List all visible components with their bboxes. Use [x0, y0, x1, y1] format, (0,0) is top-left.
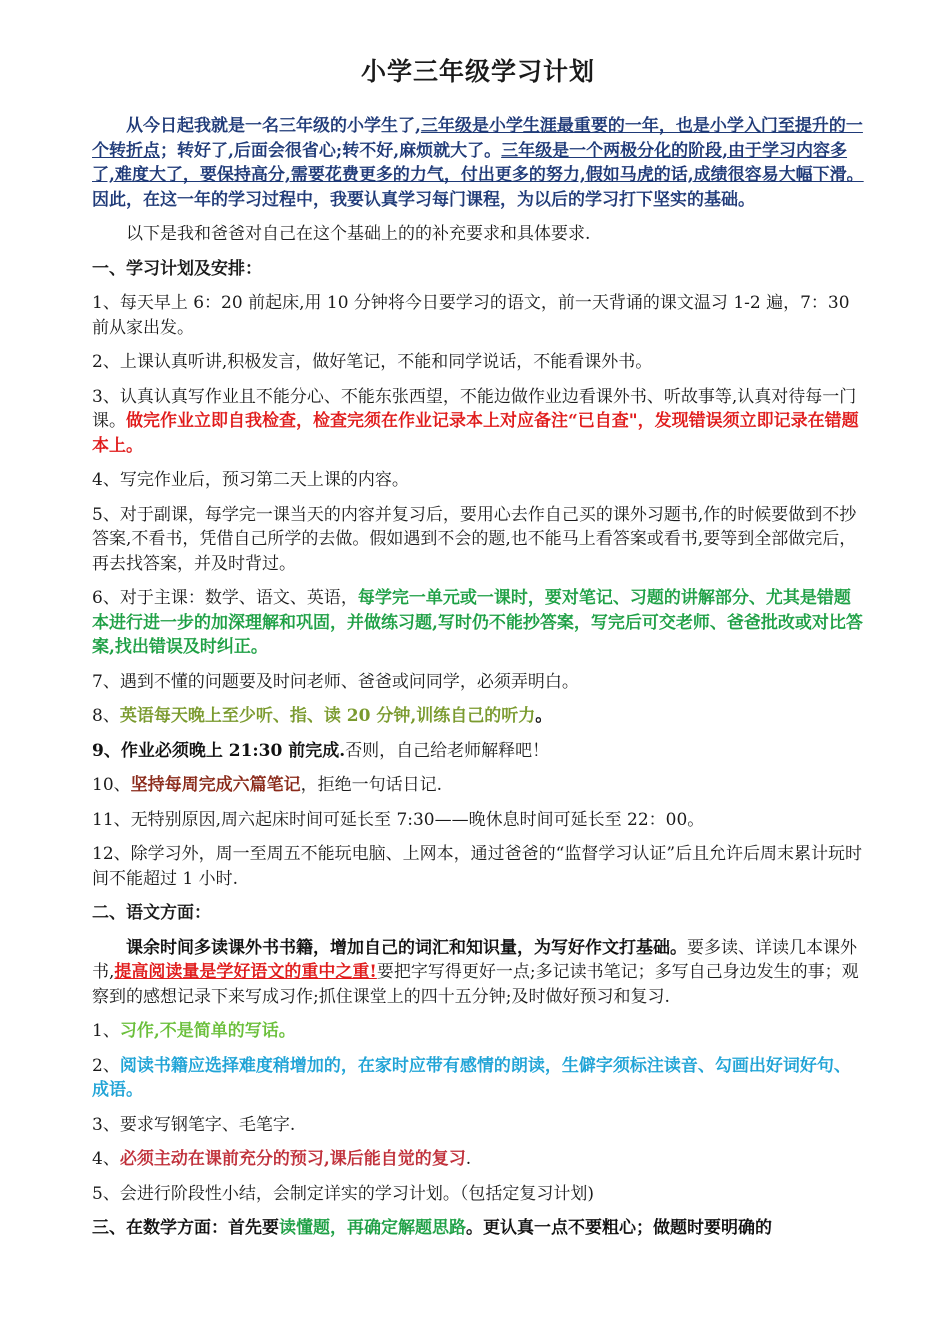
- list-item: 2、上课认真听讲,积极发言，做好笔记，不能和同学说话，不能看课外书。: [92, 352, 653, 372]
- page-title: 小学三年级学习计划: [360, 57, 595, 86]
- item-text: 否则，自己给老师解释吧！: [345, 740, 550, 761]
- bold-text: 9、作业必须晚上 21:30 前完成.: [92, 740, 346, 761]
- item-number: 4、: [92, 1149, 120, 1169]
- intro-text-2: 三年级是小学生涯最重要的一年，也是小学入门至提升的一个转折点: [92, 116, 863, 161]
- highlight-text: 英语每天晚上至少听、指、读 20 分钟,训练自己的听力: [119, 706, 536, 726]
- item-text: .: [465, 1149, 472, 1169]
- list-item: 3、要求写钢笔字、毛笔字.: [92, 1114, 296, 1135]
- section-2-paragraph: [92, 936, 864, 1010]
- list-item: 1、每天早上 6：20 前起床,用 10 分钟将今日要学习的语文，前一天背诵的课文温习 1-2 遍，7：30 前从家出发。: [92, 293, 850, 338]
- section-3-heading: [92, 1216, 864, 1241]
- intro-text-4: 三年级是一个两极分化的阶段,由于学习内容多了,难度大了，要保持高分,需要花费更多的力气，付出更多的努力,假如马虎的话,成绩很容易大幅下滑。: [92, 140, 864, 185]
- bold-text: 三、在数学方面：首先要: [92, 1218, 279, 1238]
- list-item: [92, 1054, 864, 1103]
- item-text: 3、认真认真写作业且不能分心、不能东张西望，不能边做作业边看课外书、听故事等,认真对待每一门课。: [92, 386, 857, 431]
- highlight-text: 坚持每周完成六篇笔记: [130, 775, 301, 795]
- bold-text: 课余时间多读课外书书籍，增加自己的词汇和知识量，为写好作文打基础。: [126, 937, 687, 958]
- item-text: 要多读、详读几本课外书,: [92, 937, 857, 982]
- item-number: 10、: [92, 775, 131, 795]
- list-item: 5、对于副课，每学完一课当天的内容并复习后，要用心去作自己买的课外习题书,作的时候要做到不抄答案,不看书，凭借自己所学的去做。假如遇到不会的题,也不能马上看答案或看书,要等到全部做完后，再去找答案，并及时背过。: [92, 504, 857, 574]
- bold-text: 。更认真一点不要粗心；做题时要明确的: [466, 1218, 772, 1238]
- section-1-heading: 一、学习计划及安排：: [92, 258, 262, 279]
- list-item: [92, 1019, 864, 1044]
- list-item: 5、会进行阶段性小结，会制定详实的学习计划。（包括定复习计划): [92, 1183, 594, 1204]
- list-item: 4、写完作业后，预习第二天上课的内容。: [92, 470, 409, 490]
- list-item: [92, 1147, 864, 1172]
- item-number: 2、: [92, 1055, 120, 1076]
- item-text: ，拒绝一句话日记.: [300, 775, 443, 795]
- highlight-text: 必须主动在课前充分的预习,课后能自觉的复习: [119, 1149, 466, 1169]
- document-page: [92, 52, 864, 1251]
- highlight-text: 阅读书籍应选择难度稍增加的，在家时应带有感情的朗读，生僻字须标注读音、勾画出好词好句、成语。: [92, 1055, 851, 1100]
- highlight-text: 提高阅读量是学好语文的重中之重!: [114, 962, 377, 982]
- item-text: 。: [535, 706, 553, 726]
- highlight-text: 每学完一单元或一课时，要对笔记、习题的讲解部分、尤其是错题本进行进一步的加深理解和巩固，并做练习题,写时仍不能抄答案，写完后可交老师、爸爸批改或对比答案,找出错误及时纠正。: [92, 588, 863, 657]
- intro-paragraph-2: 以下是我和爸爸对自己在这个基础上的的补充要求和具体要求.: [126, 224, 591, 244]
- intro-text-1: 从今日起我就是一名三年级的小学生了,: [126, 116, 421, 136]
- item-text: 要把字写得更好一点;多记读书笔记；多写自己身边发生的事；观察到的感想记录下来写成习作;抓住课堂上的四十五分钟;及时做好预习和复习.: [92, 962, 859, 1007]
- list-item: [92, 704, 864, 729]
- item-text: 6、对于主课：数学、语文、英语，: [92, 588, 358, 608]
- highlight-text: 读懂题，再确定解题思路: [279, 1218, 466, 1238]
- highlight-text: 做完作业立即自我检查，检查完须在作业记录本上对应备注“已自查"，发现错误须立即记录在错题本上。: [92, 411, 859, 456]
- list-item: 11、无特别原因,周六起床时间可延长至 7:30——晚休息时间可延长至 22：00。: [92, 809, 705, 830]
- highlight-text: 习作,不是简单的写话。: [119, 1021, 296, 1041]
- intro-paragraph: [92, 114, 864, 212]
- intro-text-3: ；转好了,后面会很省心;转不好,麻烦就大了。: [160, 140, 502, 161]
- list-item: 7、遇到不懂的问题要及时问老师、爸爸或问同学，必须弄明白。: [92, 671, 579, 692]
- list-item: [92, 385, 864, 459]
- list-item: [92, 773, 864, 798]
- item-number: 1、: [92, 1021, 120, 1041]
- item-number: 8、: [92, 706, 120, 726]
- list-item: [92, 739, 864, 764]
- list-item: 12、除学习外，周一至周五不能玩电脑、上网本，通过爸爸的“监督学习认证”后且允许后周末累计玩时间不能超过 1 小时.: [92, 844, 863, 889]
- intro-text-5: 因此，在这一年的学习过程中，我要认真学习每门课程，为以后的学习打下坚实的基础。: [92, 189, 755, 210]
- section-2-heading: 二、语文方面：: [92, 903, 211, 923]
- list-item: [92, 586, 864, 660]
